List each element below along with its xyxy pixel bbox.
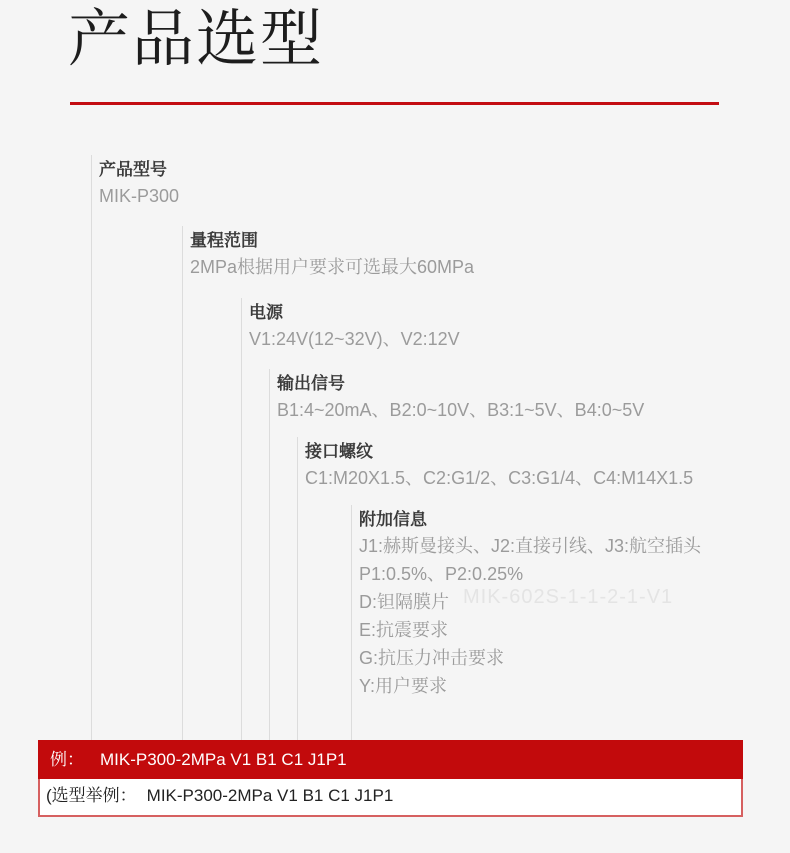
section-label: 附加信息	[359, 510, 427, 529]
section-label: 输出信号	[277, 374, 345, 393]
section-value: J1:赫斯曼接头、J2:直接引线、J3:航空插头	[359, 536, 702, 556]
example-prefix: 例：	[50, 750, 84, 769]
example-model: MIK-P300-2MPa V1 B1 C1 J1P1	[100, 750, 347, 769]
selection-note-box	[38, 779, 743, 817]
section-value: E:抗震要求	[359, 620, 449, 640]
tree-section-additional-info	[351, 505, 701, 740]
section-value: B1:4~20mA、B2:0~10V、B3:1~5V、B4:0~5V	[277, 400, 645, 420]
section-value: P1:0.5%、P2:0.25%	[359, 564, 524, 584]
section-value: C1:M20X1.5、C2:G1/2、C3:G1/4、C4:M14X1.5	[305, 468, 694, 488]
watermark-text: MIK-602S-1-1-2-1-V1	[463, 586, 674, 608]
section-value: 2MPa根据用户要求可选最大60MPa	[190, 257, 475, 277]
section-label: 量程范围	[190, 231, 258, 250]
tree-section-product-model	[91, 155, 179, 740]
note-prefix: (选型举例：	[46, 786, 137, 805]
section-label: 产品型号	[99, 160, 167, 179]
section-value: G:抗压力冲击要求	[359, 648, 505, 668]
section-value: D:钽隔膜片	[359, 592, 449, 612]
example-bar	[38, 740, 743, 779]
page-title: 产品选型	[68, 5, 325, 74]
title-divider	[70, 102, 719, 105]
note-model: MIK-P300-2MPa V1 B1 C1 J1P1	[146, 786, 394, 805]
section-value: MIK-P300	[99, 186, 180, 206]
section-label: 接口螺纹	[305, 442, 373, 461]
section-value: V1:24V(12~32V)、V2:12V	[249, 329, 460, 349]
section-value: Y:用户要求	[359, 676, 448, 696]
section-label: 电源	[249, 303, 283, 322]
